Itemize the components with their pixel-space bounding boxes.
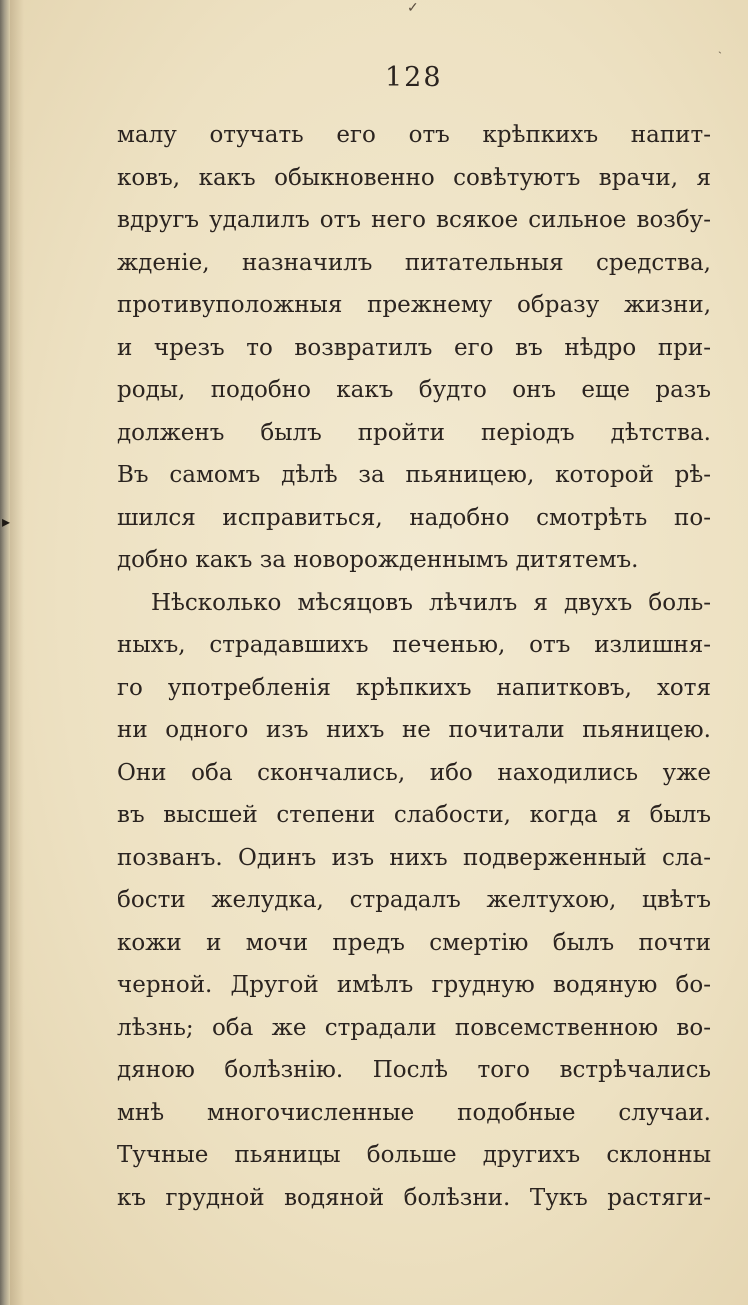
page-number: 128 (385, 62, 443, 93)
text-line: черной. Другой имѣлъ грудную водяную бо- (117, 972, 711, 998)
text-line: къ грудной водяной болѣзни. Тукъ растяги- (117, 1184, 711, 1211)
text-line: и чрезъ то возвратилъ его въ нѣдро при- (117, 334, 711, 361)
ink-tick-mark: ✓ (407, 0, 419, 16)
text-line: Тучные пьяницы больше другихъ склонны (117, 1142, 711, 1168)
text-line: Они оба скончались, ибо находились уже (117, 759, 711, 786)
text-line: добно какъ за новорожденнымъ дитятемъ. (117, 547, 639, 573)
margin-dot-mark: ▸ (2, 512, 11, 531)
text-line: лѣзнь; оба же страдали повсемственною во- (117, 1014, 711, 1041)
text-line: бости желудка, страдалъ желтухою, цвѣтъ (117, 887, 711, 913)
text-line: ныхъ, страдавшихъ печенью, отъ излишня- (117, 632, 711, 658)
text-line: роды, подобно какъ будто онъ еще разъ (117, 377, 711, 403)
paragraph-first-line: Нѣсколько мѣсяцовъ лѣчилъ я двухъ боль- (151, 589, 711, 616)
text-line: дяною болѣзнію. Послѣ того встрѣчались (117, 1057, 711, 1083)
text-line: го употребленія крѣпкихъ напитковъ, хотя (117, 674, 711, 701)
text-line: позванъ. Одинъ изъ нихъ подверженный сла- (117, 844, 711, 871)
page-binding-edge (0, 0, 10, 1305)
text-line: кожи и мочи предъ смертію былъ почти (117, 929, 711, 956)
page-body-text (117, 114, 711, 1219)
text-line: противуположныя прежнему образу жизни, (117, 292, 711, 318)
text-line: шился исправиться, надобно смотрѣть по- (117, 504, 711, 531)
text-line: ковъ, какъ обыкновенно совѣтуютъ врачи, я (117, 164, 711, 191)
text-line: въ высшей степени слабости, когда я былъ (117, 802, 711, 828)
text-line: ни одного изъ нихъ не почитали пьяницею. (117, 717, 711, 743)
text-line: долженъ былъ пройти періодъ дѣтства. (117, 419, 711, 446)
text-line: малу отучать его отъ крѣпкихъ напит- (117, 122, 711, 148)
text-line: мнѣ многочисленные подобные случаи. (117, 1099, 711, 1126)
text-line: вдругъ удалилъ отъ него всякое сильное возбу- (117, 207, 711, 233)
text-line: Въ самомъ дѣлѣ за пьяницею, которой рѣ- (117, 462, 711, 488)
text-line: жденіе, назначилъ питательныя средства, (117, 249, 711, 276)
ink-speck-mark: ˎ (718, 40, 722, 54)
